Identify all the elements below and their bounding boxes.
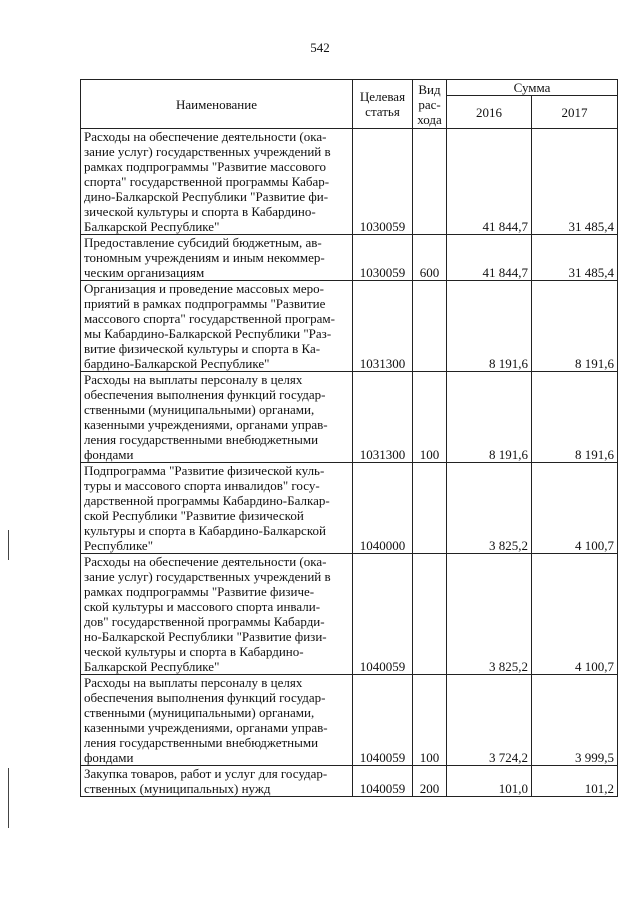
row-name: [81, 766, 353, 797]
row-sum-2016: 3 825,2: [447, 463, 532, 554]
row-name-line: Организация и проведение массовых меро-: [84, 281, 324, 296]
row-sum-2016: 3 724,2: [447, 675, 532, 766]
row-name-line: массового спорта" государственной програм-: [84, 311, 335, 326]
row-name-line: Расходы на обеспечение деятельности (ока-: [84, 129, 327, 144]
row-name: [81, 675, 353, 766]
row-sum-2017: 4 100,7: [532, 463, 618, 554]
row-name-line: ления государственными внебюджетными: [84, 432, 319, 447]
margin-mark: [8, 768, 9, 828]
table-row: [81, 675, 618, 766]
row-sum-2017: 101,2: [532, 766, 618, 797]
row-target-article: 1031300: [353, 281, 413, 372]
row-name-line: ления государственными внебюджетными: [84, 735, 319, 750]
row-name: [81, 129, 353, 235]
row-sum-2017: 8 191,6: [532, 281, 618, 372]
table-row: [81, 281, 618, 372]
row-target-article: 1030059: [353, 235, 413, 281]
header-expense-type: [413, 80, 447, 129]
row-name-line: туры и массового спорта инвалидов" госу-: [84, 478, 320, 493]
table-row: [81, 235, 618, 281]
row-name: [81, 372, 353, 463]
row-expense-type: 600: [413, 235, 447, 281]
row-name-line: рамках подпрограммы "Развитие массового: [84, 159, 327, 174]
row-expense-type: [413, 463, 447, 554]
row-name-line: Балкарской Республике": [84, 219, 220, 234]
row-target-article: 1040000: [353, 463, 413, 554]
row-expense-type: [413, 129, 447, 235]
row-name-line: но-Балкарской Республики "Развитие физи-: [84, 629, 327, 644]
table-row: [81, 463, 618, 554]
row-name-line: Расходы на выплаты персоналу в целях: [84, 372, 303, 387]
page-number: 542: [310, 40, 330, 55]
header-year-2016: 2016: [447, 96, 532, 129]
table-row: [81, 766, 618, 797]
row-target-article: 1031300: [353, 372, 413, 463]
row-name-line: бардино-Балкарской Республике": [84, 356, 270, 371]
row-name-line: фондами: [84, 447, 134, 462]
row-name-line: ческим организациям: [84, 265, 205, 280]
row-sum-2016: 8 191,6: [447, 372, 532, 463]
row-name-line: ской культуры и массового спорта инвали-: [84, 599, 321, 614]
row-name: [81, 281, 353, 372]
table-row: [81, 129, 618, 235]
row-sum-2017: 31 485,4: [532, 129, 618, 235]
row-target-article: 1040059: [353, 675, 413, 766]
row-name-line: зической культуры и спорта в Кабардино-: [84, 204, 316, 219]
header-exp-line1: Вид: [418, 81, 441, 97]
margin-mark: [8, 530, 9, 560]
row-name-line: обеспечения выполнения функций государ-: [84, 387, 326, 402]
header-sum: Сумма: [447, 80, 618, 96]
row-name: [81, 463, 353, 554]
budget-table: [80, 79, 618, 797]
row-name-line: Республике": [84, 538, 154, 553]
row-sum-2017: 3 999,5: [532, 675, 618, 766]
row-sum-2016: 41 844,7: [447, 235, 532, 281]
row-name: [81, 554, 353, 675]
row-name: [81, 235, 353, 281]
row-name-line: обеспечения выполнения функций государ-: [84, 690, 326, 705]
row-name-line: дов" государственной программы Кабарди-: [84, 614, 325, 629]
row-name-line: витие физической культуры и спорта в Ка-: [84, 341, 321, 356]
row-name-line: зание услуг) государственных учреждений в: [84, 569, 331, 584]
header-name: Наименование: [81, 80, 353, 129]
row-name-line: зание услуг) государственных учреждений в: [84, 144, 331, 159]
row-name-line: спорта" государственной программы Кабар-: [84, 174, 330, 189]
row-name-line: ственными (муниципальными) органами,: [84, 705, 315, 720]
row-name-line: приятий в рамках подпрограммы "Развитие: [84, 296, 326, 311]
row-sum-2017: 31 485,4: [532, 235, 618, 281]
table-row: [81, 554, 618, 675]
row-name-line: фондами: [84, 750, 134, 765]
row-target-article: 1030059: [353, 129, 413, 235]
header-exp-line2: рас-: [418, 96, 441, 112]
row-name-line: мы Кабардино-Балкарской Республики "Раз-: [84, 326, 332, 341]
row-name-line: Закупка товаров, работ и услуг для государ-: [84, 766, 328, 781]
row-sum-2016: 8 191,6: [447, 281, 532, 372]
row-sum-2017: 8 191,6: [532, 372, 618, 463]
row-name-line: дарственной программы Кабардино-Балкар-: [84, 493, 330, 508]
row-name-line: ской Республики "Развитие физической: [84, 508, 304, 523]
row-name-line: тономным учреждениям и иным некоммер-: [84, 250, 325, 265]
row-name-line: дино-Балкарской Республики "Развитие фи-: [84, 189, 329, 204]
row-name-line: Балкарской Республике": [84, 659, 220, 674]
header-year-2017: 2017: [532, 96, 618, 129]
row-name-line: ственными (муниципальными) органами,: [84, 402, 315, 417]
header-target-line2: статья: [365, 104, 400, 119]
row-expense-type: 100: [413, 675, 447, 766]
header-target-article: [353, 80, 413, 129]
row-sum-2017: 4 100,7: [532, 554, 618, 675]
table-row: [81, 372, 618, 463]
row-name-line: Подпрограмма "Развитие физической куль-: [84, 463, 325, 478]
row-sum-2016: 41 844,7: [447, 129, 532, 235]
row-expense-type: [413, 281, 447, 372]
row-expense-type: 100: [413, 372, 447, 463]
row-name-line: казенными учреждениями, органами управ-: [84, 720, 328, 735]
row-name-line: ческой культуры и спорта в Кабардино-: [84, 644, 304, 659]
row-name-line: ственных (муниципальных) нужд: [84, 781, 271, 796]
row-name-line: рамках подпрограммы "Развитие физиче-: [84, 584, 315, 599]
row-name-line: Расходы на обеспечение деятельности (ока-: [84, 554, 327, 569]
header-target-line1: Целевая: [359, 89, 406, 104]
row-expense-type: [413, 554, 447, 675]
row-name-line: культуры и спорта в Кабардино-Балкарской: [84, 523, 326, 538]
row-sum-2016: 3 825,2: [447, 554, 532, 675]
header-exp-line3: хода: [417, 111, 442, 127]
row-name-line: Расходы на выплаты персоналу в целях: [84, 675, 303, 690]
row-name-line: Предоставление субсидий бюджетным, ав-: [84, 235, 322, 250]
row-expense-type: 200: [413, 766, 447, 797]
row-target-article: 1040059: [353, 554, 413, 675]
row-name-line: казенными учреждениями, органами управ-: [84, 417, 328, 432]
row-sum-2016: 101,0: [447, 766, 532, 797]
table-body: [81, 129, 618, 797]
row-target-article: 1040059: [353, 766, 413, 797]
